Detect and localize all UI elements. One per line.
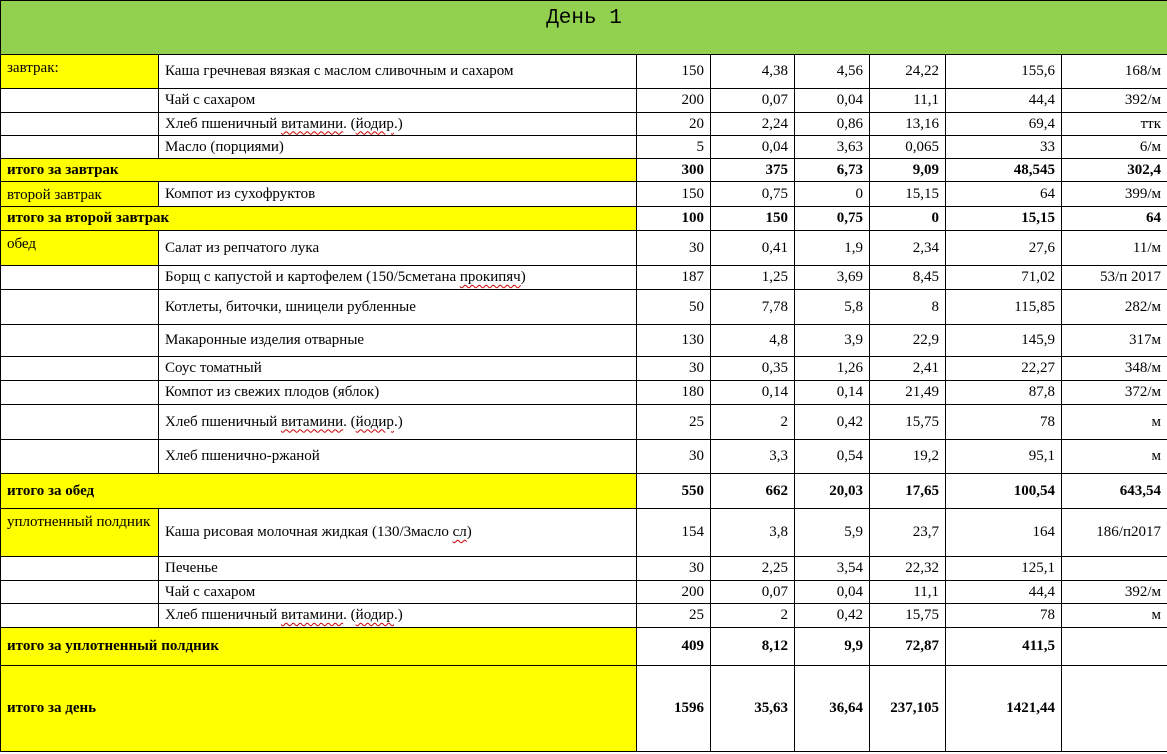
value-weight: 180 [637, 381, 711, 405]
dish-name-part: . ( [343, 413, 356, 430]
value-fat: 1,26 [795, 357, 870, 381]
value-energy: 44,4 [946, 89, 1062, 113]
value-energy: 100,54 [946, 474, 1062, 509]
value-protein: 8,12 [711, 628, 795, 666]
value-recipe: 302,4 [1062, 159, 1167, 182]
value-fat: 5,8 [795, 290, 870, 325]
day-title: День 1 [1, 1, 1167, 55]
value-carbs: 9,09 [870, 159, 946, 182]
menu-row [1, 266, 1167, 290]
dish-name-part: ) [466, 524, 472, 540]
total-row [1, 159, 1167, 182]
dish-name: Компот из свежих плодов (яблок) [159, 381, 637, 405]
dish-name-part: витамини [281, 607, 344, 623]
value-carbs: 8,45 [870, 266, 946, 290]
value-fat: 0,75 [795, 207, 870, 231]
value-fat: 0 [795, 182, 870, 207]
value-carbs: 15,75 [870, 604, 946, 628]
value-protein: 2 [711, 405, 795, 440]
value-carbs: 24,22 [870, 55, 946, 89]
value-fat: 36,64 [795, 666, 870, 752]
menu-row [1, 381, 1167, 405]
value-fat: 3,54 [795, 557, 870, 581]
value-recipe: 11/м [1062, 231, 1167, 266]
value-protein: 0,07 [711, 581, 795, 604]
dish-name-part: . ( [343, 115, 356, 132]
value-protein: 3,3 [711, 440, 795, 474]
menu-row [1, 604, 1167, 628]
value-weight: 550 [637, 474, 711, 509]
value-carbs: 17,65 [870, 474, 946, 509]
value-protein: 662 [711, 474, 795, 509]
value-protein: 2 [711, 604, 795, 628]
value-recipe [1062, 628, 1167, 666]
value-recipe: 282/м [1062, 290, 1167, 325]
value-fat: 4,56 [795, 55, 870, 89]
meal-label: завтрак: [1, 55, 159, 89]
value-protein: 0,04 [711, 136, 795, 159]
value-carbs: 22,32 [870, 557, 946, 581]
dish-name: Печенье [159, 557, 637, 581]
value-energy: 115,85 [946, 290, 1062, 325]
menu-row [1, 136, 1167, 159]
menu-row [1, 509, 1167, 557]
value-energy: 87,8 [946, 381, 1062, 405]
value-carbs: 22,9 [870, 325, 946, 357]
menu-row [1, 557, 1167, 581]
dish-name-part: витамини [281, 115, 344, 132]
value-protein: 3,8 [711, 509, 795, 557]
value-recipe: 6/м [1062, 136, 1167, 159]
dish-name-part: витамини [281, 413, 344, 430]
menu-row [1, 89, 1167, 113]
total-label: итого за второй завтрак [1, 207, 637, 231]
value-energy: 71,02 [946, 266, 1062, 290]
menu-row [1, 231, 1167, 266]
value-protein: 35,63 [711, 666, 795, 752]
menu-row [1, 55, 1167, 89]
total-label: итого за обед [1, 474, 637, 509]
value-carbs: 8 [870, 290, 946, 325]
value-fat: 3,9 [795, 325, 870, 357]
meal-label [1, 557, 159, 581]
dish-name [159, 509, 637, 557]
value-energy: 78 [946, 405, 1062, 440]
value-recipe: ттк [1062, 113, 1167, 136]
value-recipe: 64 [1062, 207, 1167, 231]
dish-name [159, 405, 637, 440]
value-weight: 30 [637, 440, 711, 474]
value-fat: 20,03 [795, 474, 870, 509]
value-carbs: 15,15 [870, 182, 946, 207]
dish-name: Чай с сахаром [159, 581, 637, 604]
dish-name-part: Хлеб пшеничный [165, 413, 282, 430]
value-energy: 155,6 [946, 55, 1062, 89]
dish-name: Компот из сухофруктов [159, 182, 637, 207]
value-energy: 95,1 [946, 440, 1062, 474]
value-weight: 100 [637, 207, 711, 231]
dish-name [159, 113, 637, 136]
meal-label [1, 266, 159, 290]
meal-label [1, 113, 159, 136]
value-recipe [1062, 557, 1167, 581]
value-weight: 30 [637, 357, 711, 381]
dish-name-part: . ( [343, 607, 356, 623]
meal-label [1, 325, 159, 357]
meal-label [1, 136, 159, 159]
value-protein: 2,25 [711, 557, 795, 581]
dish-name-part: йодир [355, 607, 394, 623]
dish-name-part: .) [393, 115, 403, 132]
value-weight: 154 [637, 509, 711, 557]
meal-label [1, 440, 159, 474]
value-protein: 150 [711, 207, 795, 231]
value-fat: 0,54 [795, 440, 870, 474]
value-weight: 30 [637, 231, 711, 266]
value-carbs: 11,1 [870, 581, 946, 604]
value-protein: 1,25 [711, 266, 795, 290]
value-weight: 20 [637, 113, 711, 136]
value-weight: 200 [637, 89, 711, 113]
value-protein: 0,35 [711, 357, 795, 381]
value-energy: 33 [946, 136, 1062, 159]
dish-name-part: .) [393, 413, 403, 430]
meal-label: второй завтрак [1, 182, 159, 207]
value-protein: 0,14 [711, 381, 795, 405]
value-carbs: 15,75 [870, 405, 946, 440]
meal-label: обед [1, 231, 159, 266]
title-row [1, 1, 1167, 55]
value-carbs: 13,16 [870, 113, 946, 136]
value-recipe: 348/м [1062, 357, 1167, 381]
dish-name: Каша гречневая вязкая с маслом сливочным и сахаром [159, 55, 637, 89]
value-protein: 7,78 [711, 290, 795, 325]
value-recipe: 317м [1062, 325, 1167, 357]
dish-name: Хлеб пшенично-ржаной [159, 440, 637, 474]
menu-row [1, 325, 1167, 357]
value-fat: 6,73 [795, 159, 870, 182]
value-energy: 69,4 [946, 113, 1062, 136]
value-recipe: 643,54 [1062, 474, 1167, 509]
value-fat: 3,63 [795, 136, 870, 159]
meal-label [1, 357, 159, 381]
dish-name: Салат из репчатого лука [159, 231, 637, 266]
value-fat: 0,14 [795, 381, 870, 405]
value-recipe: 392/м [1062, 89, 1167, 113]
value-carbs: 23,7 [870, 509, 946, 557]
meal-label [1, 405, 159, 440]
dish-name-part: йодир [355, 115, 394, 132]
dish-name: Соус томатный [159, 357, 637, 381]
value-weight: 50 [637, 290, 711, 325]
value-weight: 25 [637, 405, 711, 440]
value-weight: 1596 [637, 666, 711, 752]
value-recipe: 372/м [1062, 381, 1167, 405]
meal-label [1, 89, 159, 113]
dish-name [159, 266, 637, 290]
total-row [1, 628, 1167, 666]
value-recipe: м [1062, 405, 1167, 440]
value-protein: 2,24 [711, 113, 795, 136]
value-recipe: м [1062, 604, 1167, 628]
dish-name-part: ) [520, 269, 526, 285]
value-weight: 187 [637, 266, 711, 290]
total-row [1, 474, 1167, 509]
meal-label [1, 581, 159, 604]
value-recipe [1062, 666, 1167, 752]
value-fat: 3,69 [795, 266, 870, 290]
value-protein: 0,07 [711, 89, 795, 113]
dish-name: Макаронные изделия отварные [159, 325, 637, 357]
value-protein: 0,75 [711, 182, 795, 207]
value-protein: 375 [711, 159, 795, 182]
value-recipe: 392/м [1062, 581, 1167, 604]
dish-name-part: Хлеб пшеничный [165, 115, 282, 132]
value-weight: 150 [637, 182, 711, 207]
value-fat: 1,9 [795, 231, 870, 266]
dish-name: Чай с сахаром [159, 89, 637, 113]
value-weight: 200 [637, 581, 711, 604]
menu-row [1, 581, 1167, 604]
value-energy: 22,27 [946, 357, 1062, 381]
value-recipe: 168/м [1062, 55, 1167, 89]
value-carbs: 0 [870, 207, 946, 231]
dish-name-part: йодир [355, 413, 394, 430]
dish-name [159, 604, 637, 628]
menu-row [1, 405, 1167, 440]
value-carbs: 19,2 [870, 440, 946, 474]
value-fat: 5,9 [795, 509, 870, 557]
value-energy: 27,6 [946, 231, 1062, 266]
dish-name-part: Хлеб пшеничный [165, 607, 282, 623]
value-energy: 15,15 [946, 207, 1062, 231]
value-recipe: 399/м [1062, 182, 1167, 207]
meal-label [1, 290, 159, 325]
value-carbs: 2,41 [870, 357, 946, 381]
menu-row [1, 357, 1167, 381]
value-energy: 1421,44 [946, 666, 1062, 752]
value-energy: 78 [946, 604, 1062, 628]
value-weight: 30 [637, 557, 711, 581]
value-weight: 25 [637, 604, 711, 628]
value-fat: 0,86 [795, 113, 870, 136]
menu-row [1, 290, 1167, 325]
dish-name: Масло (порциями) [159, 136, 637, 159]
value-energy: 145,9 [946, 325, 1062, 357]
value-weight: 409 [637, 628, 711, 666]
dish-name-part: Каша рисовая молочная жидкая (130/3масло [165, 524, 453, 540]
value-recipe: м [1062, 440, 1167, 474]
value-recipe: 53/п 2017 [1062, 266, 1167, 290]
value-energy: 64 [946, 182, 1062, 207]
value-carbs: 21,49 [870, 381, 946, 405]
value-energy: 125,1 [946, 557, 1062, 581]
value-protein: 4,38 [711, 55, 795, 89]
menu-row [1, 440, 1167, 474]
value-fat: 0,42 [795, 405, 870, 440]
menu-row [1, 113, 1167, 136]
value-recipe: 186/п2017 [1062, 509, 1167, 557]
value-fat: 0,04 [795, 581, 870, 604]
value-carbs: 237,105 [870, 666, 946, 752]
value-weight: 300 [637, 159, 711, 182]
value-carbs: 0,065 [870, 136, 946, 159]
value-fat: 0,42 [795, 604, 870, 628]
total-row [1, 207, 1167, 231]
value-energy: 48,545 [946, 159, 1062, 182]
total-label: итого за завтрак [1, 159, 637, 182]
value-fat: 9,9 [795, 628, 870, 666]
value-fat: 0,04 [795, 89, 870, 113]
dish-name-part: .) [393, 607, 403, 623]
dish-name-part: прокипяч [459, 269, 521, 285]
value-weight: 130 [637, 325, 711, 357]
meal-label [1, 604, 159, 628]
value-energy: 411,5 [946, 628, 1062, 666]
value-energy: 164 [946, 509, 1062, 557]
value-weight: 150 [637, 55, 711, 89]
meal-label: уплотненный полдник [1, 509, 159, 557]
value-carbs: 2,34 [870, 231, 946, 266]
total-label: итого за день [1, 666, 637, 752]
dish-name: Котлеты, биточки, шницели рубленные [159, 290, 637, 325]
value-energy: 44,4 [946, 581, 1062, 604]
value-weight: 5 [637, 136, 711, 159]
value-protein: 4,8 [711, 325, 795, 357]
total-label: итого за уплотненный полдник [1, 628, 637, 666]
value-protein: 0,41 [711, 231, 795, 266]
dish-name-part: сл [452, 524, 467, 540]
menu-row [1, 182, 1167, 207]
total-row [1, 666, 1167, 752]
value-carbs: 11,1 [870, 89, 946, 113]
dish-name-part: Борщ с капустой и картофелем (150/5сметана [165, 269, 460, 285]
value-carbs: 72,87 [870, 628, 946, 666]
meal-label [1, 381, 159, 405]
